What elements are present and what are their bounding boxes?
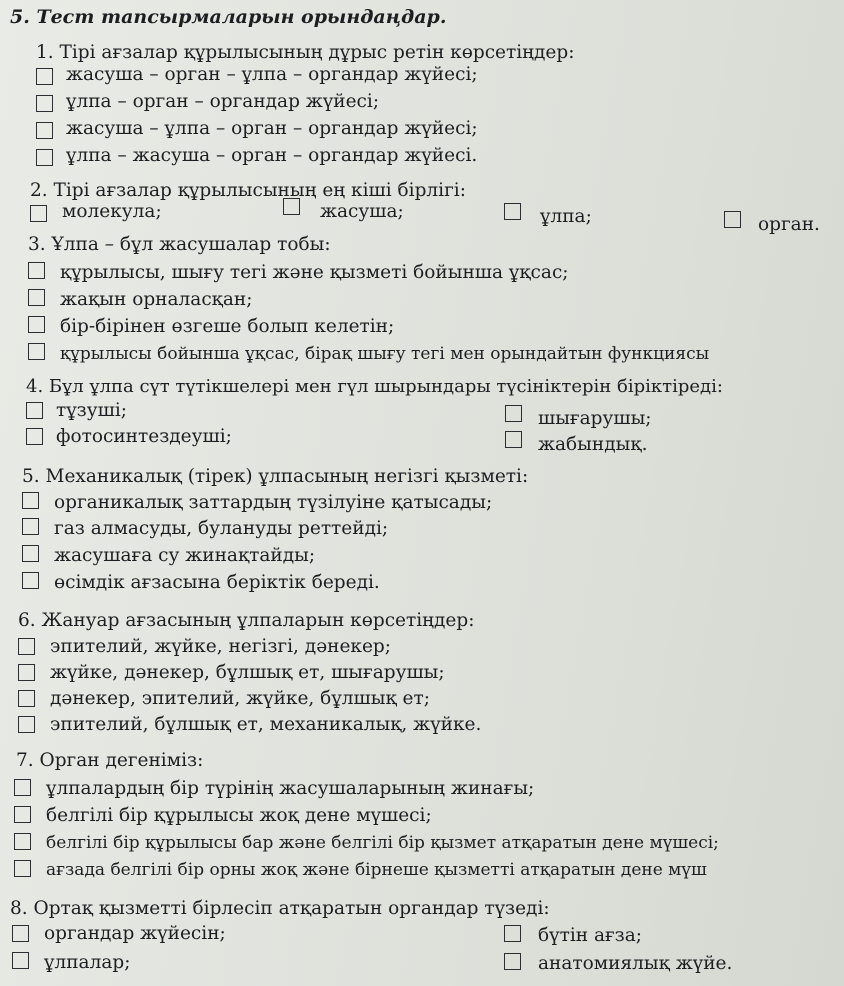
q2-option-1-label: молекула; — [62, 201, 162, 222]
q2-option-3-checkbox[interactable] — [504, 203, 521, 220]
q8-option-2-label: бүтін ағза; — [538, 925, 643, 946]
q5-option-4-checkbox[interactable] — [22, 572, 39, 589]
q6-option-2-checkbox[interactable] — [18, 664, 35, 681]
question-8-text: 8. Ортақ қызметті бірлесіп атқаратын органдар түзеді: — [10, 898, 550, 919]
q6-option-3-label: дәнекер, эпителий, жүйке, бұлшық ет; — [50, 688, 430, 709]
q7-option-2-label: белгілі бір құрылысы жоқ дене мүшесі; — [46, 805, 432, 826]
question-7-text: 7. Орган дегеніміз: — [16, 750, 204, 771]
q2-option-2-label: жасуша; — [320, 201, 404, 222]
q7-option-3-checkbox[interactable] — [14, 833, 31, 850]
q2-option-4-label: орган. — [758, 214, 820, 235]
q6-option-3-checkbox[interactable] — [18, 690, 35, 707]
q4-option-1-label: тұзуші; — [56, 400, 128, 421]
q6-option-4-label: эпителий, бұлшық ет, механикалық, жүйке. — [50, 714, 482, 735]
q8-option-2-checkbox[interactable] — [504, 925, 521, 942]
q2-option-3-label: ұлпа; — [540, 206, 592, 227]
question-6-text: 6. Жануар ағзасының ұлпаларын көрсетіңдер: — [18, 610, 475, 631]
q1-option-2-label: ұлпа – орган – органдар жүйесі; — [66, 91, 380, 112]
q5-option-2-label: газ алмасуды, булануды реттейді; — [54, 518, 389, 539]
q7-option-1-checkbox[interactable] — [14, 779, 31, 796]
q1-option-1-label: жасуша – орган – ұлпа – органдар жүйесі; — [66, 64, 478, 85]
q2-option-1-checkbox[interactable] — [30, 205, 47, 222]
q3-option-2-checkbox[interactable] — [28, 289, 45, 306]
q3-option-1-checkbox[interactable] — [28, 262, 45, 279]
q5-option-1-checkbox[interactable] — [22, 492, 39, 509]
q5-option-2-checkbox[interactable] — [22, 518, 39, 535]
q6-option-4-checkbox[interactable] — [18, 716, 35, 733]
q5-option-4-label: өсімдік ағзасына беріктік береді. — [54, 572, 380, 593]
q7-option-1-label: ұлпалардың бір түрінің жасушаларының жинағы; — [46, 778, 535, 799]
q4-option-2-label: шығарушы; — [538, 408, 652, 429]
q3-option-3-label: бір-бірінен өзгеше болып келетін; — [60, 316, 395, 337]
q3-option-3-checkbox[interactable] — [28, 316, 45, 333]
q4-option-3-label: фотосинтездеуші; — [56, 426, 232, 447]
q4-option-4-checkbox[interactable] — [505, 431, 522, 448]
q6-option-1-label: эпителий, жүйке, негізгі, дәнекер; — [50, 636, 392, 657]
q3-option-1-label: құрылысы, шығу тегі және қызметі бойынша ұқсас; — [60, 262, 569, 283]
q7-option-3-label: белгілі бір құрылысы бар және белгілі бір қызмет атқаратын дене мүшесі; — [46, 833, 719, 853]
q3-option-2-label: жақын орналасқан; — [60, 289, 253, 310]
q6-option-2-label: жүйке, дәнекер, бұлшық ет, шығарушы; — [50, 662, 445, 683]
q4-option-2-checkbox[interactable] — [505, 405, 522, 422]
q5-option-1-label: органикалық заттардың түзілуіне қатысады; — [54, 492, 493, 513]
q4-option-3-checkbox[interactable] — [26, 428, 43, 445]
q4-option-4-label: жабындық. — [538, 434, 648, 455]
question-1-text: 1. Тірі ағзалар құрылысының дұрыс ретін көрсетіңдер: — [36, 42, 575, 63]
q1-option-4-label: ұлпа – жасуша – орган – органдар жүйесі. — [66, 145, 478, 166]
q3-option-4-label: құрылысы бойынша ұқсас, бірақ шығу тегі мен орындайтын функциясы — [60, 344, 710, 364]
question-4-text: 4. Бұл ұлпа сүт түтікшелері мен гүл шырындары түсініктерін біріктіреді: — [26, 376, 723, 397]
q8-option-1-label: органдар жүйесін; — [44, 923, 226, 944]
question-3-text: 3. Ұлпа – бұл жасушалар тобы: — [28, 234, 331, 255]
q8-option-4-checkbox[interactable] — [504, 953, 521, 970]
question-5-text: 5. Механикалық (тірек) ұлпасының негізгі қызметі: — [22, 466, 529, 487]
q8-option-1-checkbox[interactable] — [12, 925, 29, 942]
question-2-text: 2. Тірі ағзалар құрылысының ең кіші бірлігі: — [30, 180, 466, 201]
q5-option-3-label: жасушаға су жинақтайды; — [54, 545, 316, 566]
q2-option-2-checkbox[interactable] — [283, 198, 300, 215]
q4-option-1-checkbox[interactable] — [26, 402, 43, 419]
q1-option-3-checkbox[interactable] — [36, 122, 53, 139]
q3-option-4-checkbox[interactable] — [28, 343, 45, 360]
q7-option-4-label: ағзада белгілі бір орны жоқ және бірнеше қызметті атқаратын дене мүш — [46, 860, 707, 880]
q1-option-4-checkbox[interactable] — [36, 149, 53, 166]
q1-option-2-checkbox[interactable] — [36, 95, 53, 112]
q1-option-1-checkbox[interactable] — [36, 68, 53, 85]
q7-option-4-checkbox[interactable] — [14, 860, 31, 877]
q8-option-3-label: ұлпалар; — [44, 952, 131, 973]
q7-option-2-checkbox[interactable] — [14, 806, 31, 823]
q5-option-3-checkbox[interactable] — [22, 545, 39, 562]
q1-option-3-label: жасуша – ұлпа – орган – органдар жүйесі; — [66, 118, 478, 139]
q2-option-4-checkbox[interactable] — [724, 211, 741, 228]
section-title: 5. Тест тапсырмаларын орындаңдар. — [10, 6, 447, 28]
q8-option-4-label: анатомиялық жүйе. — [538, 953, 733, 974]
q6-option-1-checkbox[interactable] — [18, 638, 35, 655]
q8-option-3-checkbox[interactable] — [12, 952, 29, 969]
